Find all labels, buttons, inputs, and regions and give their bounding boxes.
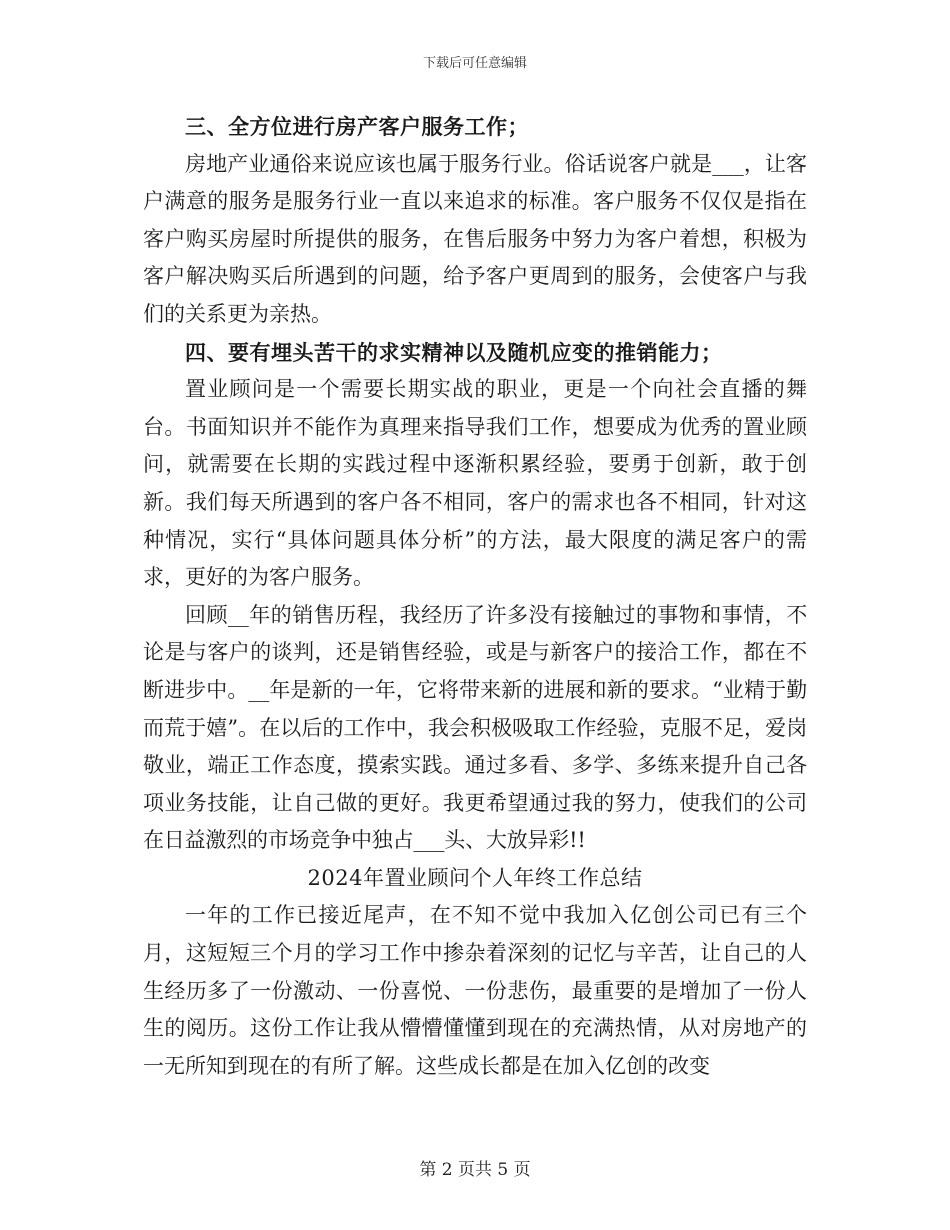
section-heading-3: 三、全方位进行房产客户服务工作； <box>185 114 529 139</box>
page-header: 下载后可任意编辑 <box>422 56 527 71</box>
page-footer: 第 2 页共 5 页 <box>419 1160 531 1180</box>
paragraph-year-summary: 一年的工作已接近尾声，在不知不觉中我加入亿创公司已有三个月，这短短三个月的学习工作中掺杂着深刻的记忆与辛苦，让自己的人生经历多了一份激动、一份喜悦、一份悲伤，最重要的是增加了一份人生的阅历。这份工作让我从懵懵懂懂到现在的充满热情，从对房地产的一无所知到现在的有所了解。这些成长都是在加入亿创的改变 <box>143 903 807 1078</box>
section-heading-4: 四、要有埋头苦干的求实精神以及随机应变的推销能力； <box>185 339 723 365</box>
paragraph-customer-service: 房地产业通俗来说应该也属于服务行业。俗话说客户就是___，让客户满意的服务是服务行业一直以来追求的标准。客户服务不仅仅是指在客户购买房屋时所提供的服务，在售后服务中努力为客户着想，积极为客户解决购买后所遇到的问题，给予客户更周到的服务，会使客户与我们的关系更为亲热。 <box>143 151 807 326</box>
paragraph-year-review: 回顾__年的销售历程，我经历了许多没有接触过的事物和事情，不论是与客户的谈判，还是销售经验，或是与新客户的接洽工作，都在不断进步中。__年是新的一年，它将带来新的进展和新的要求。“业精于勤而荒于嬉”。在以后的工作中，我会积极吸取工作经验，克服不足，爱岗敬业，端正工作态度，摸索实践。通过多看、多学、多练来提升自己各项业务技能，让自己做的更好。我更希望通过我的努力，使我们的公司在日益激烈的市场竞争中独占___头、大放异彩!! <box>143 602 807 853</box>
document-body <box>143 108 807 1085</box>
paragraph-sales-ability: 置业顾问是一个需要长期实战的职业，更是一个向社会直播的舞台。书面知识并不能作为真理来指导我们工作，想要成为优秀的置业顾问，就需要在长期的实践过程中逐渐积累经验，要勇于创新，敢于创新。我们每天所遇到的客户各不相同，客户的需求也各不相同，针对这种情况，实行“具体问题具体分析”的方法，最大限度的满足客户的需求，更好的为客户服务。 <box>143 377 807 590</box>
document-title: 2024年置业顾问个人年终工作总结 <box>307 865 643 890</box>
